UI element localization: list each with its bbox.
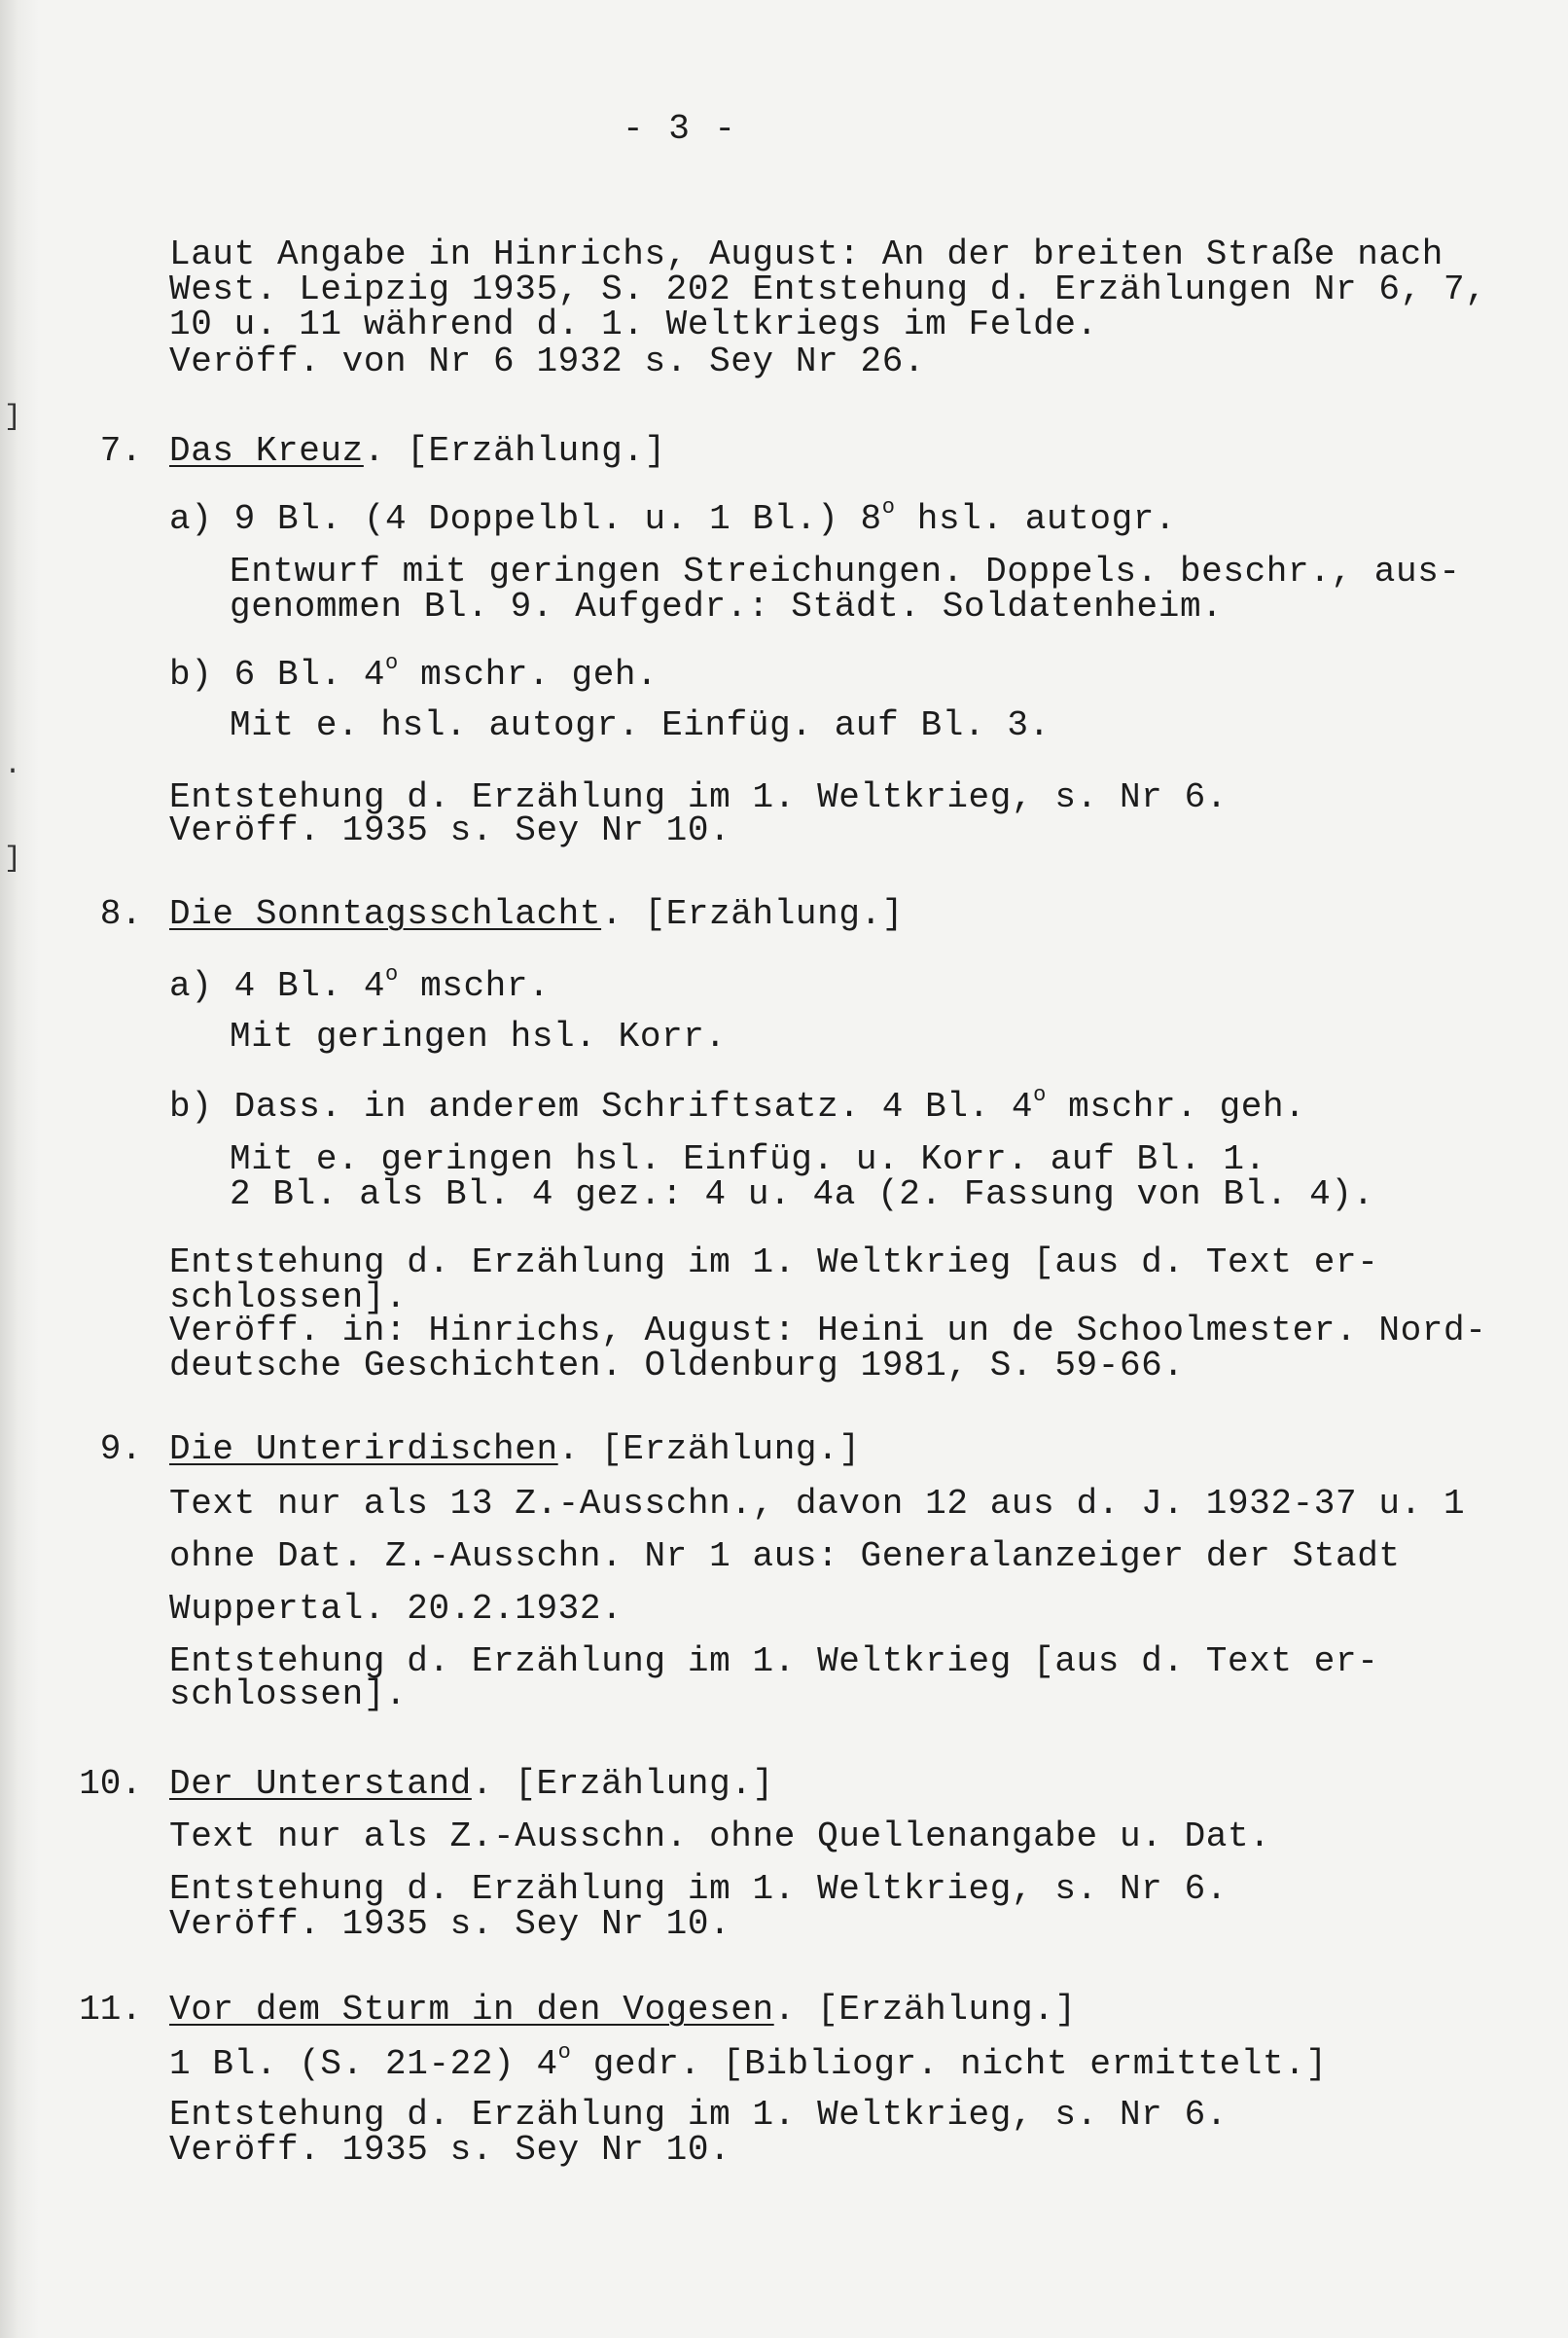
margin-mark: ]	[4, 401, 22, 434]
entry-heading	[169, 895, 904, 934]
entry-genre: . [Erzählung.]	[363, 431, 666, 471]
entry-genre: . [Erzählung.]	[471, 1764, 774, 1804]
intro-line: Laut Angabe in Hinrichs, August: An der breiten Straße nach	[169, 234, 1444, 274]
entry-title: Der Unterstand	[169, 1764, 472, 1804]
item-note: Mit e. hsl. autogr. Einfüg. auf Bl. 3.	[230, 705, 1051, 745]
entry-line: Wuppertal. 20.2.1932.	[169, 1589, 624, 1629]
item-b-tail: mschr. geh.	[1046, 1087, 1306, 1127]
item-a	[169, 495, 1177, 539]
format-sup: o	[385, 651, 399, 675]
item-note: Mit geringen hsl. Korr.	[230, 1017, 727, 1057]
entry-title: Vor dem Sturm in den Vogesen	[169, 1990, 774, 2030]
margin-mark: .	[4, 749, 22, 782]
entry-note: schlossen].	[169, 1674, 408, 1714]
entry-note: Veröff. in: Hinrichs, August: Heini un de Schoolmester. Nord-	[169, 1311, 1487, 1350]
page-number: - 3 -	[623, 109, 738, 149]
entry-line-text: 1 Bl. (S. 21-22) 4	[169, 2044, 558, 2084]
format-sup: o	[1033, 1083, 1047, 1107]
item-note: Mit e. geringen hsl. Einfüg. u. Korr. auf Bl. 1.	[230, 1139, 1266, 1179]
entry-number: 7.	[99, 431, 142, 471]
entry-note: Entstehung d. Erzählung im 1. Weltkrieg, s. Nr 6.	[169, 1869, 1228, 1909]
item-a	[169, 962, 551, 1006]
entry-number: 8.	[99, 894, 142, 934]
margin-mark: ]	[4, 843, 22, 876]
entry-line: Text nur als 13 Z.-Ausschn., davon 12 aus d. J. 1932-37 u. 1	[169, 1484, 1466, 1524]
intro-line: Veröff. von Nr 6 1932 s. Sey Nr 26.	[169, 342, 926, 381]
format-sup: o	[385, 962, 399, 987]
entry-note: Veröff. 1935 s. Sey Nr 10.	[169, 810, 731, 850]
item-note: 2 Bl. als Bl. 4 gez.: 4 u. 4a (2. Fassung von Bl. 4).	[230, 1174, 1374, 1214]
entry-note: Entstehung d. Erzählung im 1. Weltkrieg, s. Nr 6.	[169, 2095, 1228, 2135]
entry-title: Die Sonntagsschlacht	[169, 894, 602, 934]
format-sup: o	[881, 495, 896, 520]
entry-genre: . [Erzählung.]	[601, 894, 904, 934]
intro-line: 10 u. 11 während d. 1. Weltkriegs im Felde.	[169, 305, 1098, 344]
item-a-text: a) 9 Bl. (4 Doppelbl. u. 1 Bl.) 8	[169, 499, 882, 539]
entry-line-tail: gedr. [Bibliogr. nicht ermittelt.]	[571, 2044, 1328, 2084]
entry-genre: . [Erzählung.]	[557, 1429, 861, 1469]
entry-note: schlossen].	[169, 1277, 408, 1317]
item-a-tail: mschr.	[398, 966, 551, 1006]
entry-number: 11.	[79, 1990, 142, 2030]
entry-note: Entstehung d. Erzählung im 1. Weltkrieg, s. Nr 6.	[169, 777, 1228, 817]
entry-note: Entstehung d. Erzählung im 1. Weltkrieg [aus d. Text er-	[169, 1641, 1379, 1681]
item-b-text: b) 6 Bl. 4	[169, 655, 386, 695]
item-b-text: b) Dass. in anderem Schriftsatz. 4 Bl. 4	[169, 1087, 1034, 1127]
intro-line: West. Leipzig 1935, S. 202 Entstehung d. Erzählungen Nr 6, 7,	[169, 270, 1487, 309]
entry-heading	[169, 1991, 1077, 2030]
entry-note: Veröff. 1935 s. Sey Nr 10.	[169, 1904, 731, 1944]
entry-line: Text nur als Z.-Ausschn. ohne Quellenangabe u. Dat.	[169, 1816, 1271, 1856]
item-b	[169, 651, 659, 695]
item-note: genommen Bl. 9. Aufgedr.: Städt. Soldatenheim.	[230, 587, 1224, 627]
entry-number: 10.	[79, 1764, 142, 1804]
item-a-tail: hsl. autogr.	[895, 499, 1177, 539]
entry-heading	[169, 432, 666, 471]
item-a-text: a) 4 Bl. 4	[169, 966, 386, 1006]
entry-title: Die Unterirdischen	[169, 1429, 558, 1469]
entry-heading	[169, 1430, 861, 1469]
entry-note: Entstehung d. Erzählung im 1. Weltkrieg [aus d. Text er-	[169, 1242, 1379, 1282]
entry-line: ohne Dat. Z.-Ausschn. Nr 1 aus: Generalanzeiger der Stadt	[169, 1536, 1401, 1576]
entry-heading	[169, 1765, 774, 1804]
item-note: Entwurf mit geringen Streichungen. Doppels. beschr., aus-	[230, 552, 1461, 592]
entry-genre: . [Erzählung.]	[773, 1990, 1077, 2030]
item-b	[169, 1083, 1306, 1127]
entry-title: Das Kreuz	[169, 431, 364, 471]
entry-line	[169, 2040, 1328, 2084]
format-sup: o	[557, 2040, 572, 2065]
entry-note: deutsche Geschichten. Oldenburg 1981, S. 59-66.	[169, 1346, 1185, 1385]
item-b-tail: mschr. geh.	[398, 655, 659, 695]
entry-note: Veröff. 1935 s. Sey Nr 10.	[169, 2130, 731, 2170]
entry-number: 9.	[99, 1429, 142, 1469]
